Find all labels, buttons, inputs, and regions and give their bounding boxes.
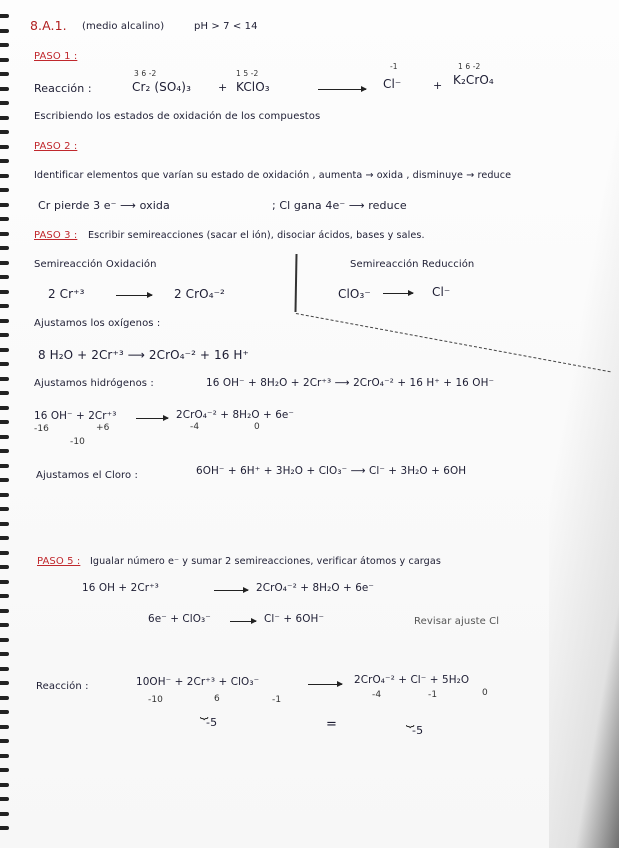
final-charge-water: 0 <box>482 688 488 698</box>
reactant-chromium-sulfate: Cr₂ (SO₄)₃ <box>132 80 191 94</box>
binding-mark <box>0 87 9 91</box>
binding-mark <box>0 623 9 627</box>
binding-mark <box>0 333 9 337</box>
binding-mark <box>0 754 9 758</box>
reactant-potassium-chlorate: KClO₃ <box>236 80 270 94</box>
review-note: Revisar ajuste Cl <box>414 616 500 627</box>
chlorine-equation: 6OH⁻ + 6H⁺ + 3H₂O + ClO₃⁻ ⟶ Cl⁻ + 3H₂O + 6OH <box>196 465 467 477</box>
binding-mark <box>0 188 9 192</box>
charge-eq-left: 16 OH⁻ + 2Cr⁺³ <box>34 410 117 422</box>
binding-mark <box>0 826 9 830</box>
oxidation-arrow <box>116 295 152 296</box>
hydrogens-label: Ajustamos hidrógenos : <box>34 378 154 389</box>
binding-mark <box>0 203 9 207</box>
final-charge-chromium: 6 <box>214 694 220 704</box>
final-equals: = <box>326 717 337 732</box>
paso-2-text: Identificar elementos que varían su estado de oxidación , aumenta → oxida , disminuye → reduce <box>34 170 512 181</box>
binding-mark <box>0 130 9 134</box>
plus-sign-2: + <box>433 79 443 92</box>
binding-mark <box>0 174 9 178</box>
final-charge-chlorate: -1 <box>272 695 282 705</box>
binding-mark <box>0 275 9 279</box>
right-brace: ⏟ <box>406 712 415 728</box>
charge-left-sum: -10 <box>70 437 85 447</box>
binding-mark <box>0 580 9 584</box>
binding-mark <box>0 565 9 569</box>
sum-eq1-arrow <box>214 590 248 591</box>
binding-mark <box>0 797 9 801</box>
reduction-right: Cl⁻ <box>432 285 451 299</box>
binding-mark <box>0 478 9 482</box>
binding-mark <box>0 159 9 163</box>
chlorine-label: Ajustamos el Cloro : <box>36 470 139 481</box>
binding-mark <box>0 116 9 120</box>
paso-1-note: Escribiendo los estados de oxidación de los compuestos <box>34 111 321 122</box>
binding-mark <box>0 58 9 62</box>
binding-mark <box>0 464 9 468</box>
binding-mark <box>0 14 9 18</box>
ph-range: pH > 7 < 14 <box>194 21 258 32</box>
final-eq-right: 2CrO₄⁻² + Cl⁻ + 5H₂O <box>354 674 470 686</box>
medium-condition: (medio alcalino) <box>82 21 165 32</box>
final-sum-left: -5 <box>206 716 218 729</box>
binding-mark <box>0 377 9 381</box>
binding-mark <box>0 290 9 294</box>
binding-mark <box>0 696 9 700</box>
binding-mark <box>0 551 9 555</box>
ox-states-reactant1: 3 6 -2 <box>134 69 157 78</box>
paso-2-label: PASO 2 : <box>34 141 78 152</box>
ox-states-product2: 1 6 -2 <box>458 62 481 71</box>
final-charge-hydroxide: -10 <box>148 695 163 705</box>
spiral-binding <box>0 0 14 848</box>
ox-states-reactant2: 1 5 -2 <box>236 69 259 78</box>
sum-eq1-left: 16 OH + 2Cr⁺³ <box>82 582 159 594</box>
charge-chromate: -4 <box>190 422 200 432</box>
charge-hydroxide: -16 <box>34 424 49 434</box>
left-brace: ⏟ <box>200 704 209 720</box>
binding-mark <box>0 739 9 743</box>
chromium-oxidizes: Cr pierde 3 e⁻ ⟶ oxida <box>38 199 170 212</box>
binding-mark <box>0 43 9 47</box>
reduction-left: ClO₃⁻ <box>338 287 371 301</box>
sum-eq2-right: Cl⁻ + 6OH⁻ <box>264 613 325 625</box>
reduction-title: Semireacción Reducción <box>350 259 475 270</box>
final-eq-left: 10OH⁻ + 2Cr⁺³ + ClO₃⁻ <box>136 676 260 688</box>
binding-mark <box>0 493 9 497</box>
binding-mark <box>0 391 9 395</box>
binding-mark <box>0 420 9 424</box>
binding-mark <box>0 652 9 656</box>
page-edge-shadow <box>549 0 619 848</box>
binding-mark <box>0 232 9 236</box>
charge-eq-right: 2CrO₄⁻² + 8H₂O + 6e⁻ <box>176 409 295 421</box>
binding-mark <box>0 449 9 453</box>
binding-mark <box>0 261 9 265</box>
column-divider <box>294 254 297 312</box>
charge-chromium: +6 <box>96 423 110 433</box>
binding-mark <box>0 522 9 526</box>
final-charge-chromate: -4 <box>372 690 382 700</box>
binding-mark <box>0 812 9 816</box>
final-arrow <box>308 684 342 685</box>
binding-mark <box>0 29 9 33</box>
chlorine-reduces: ; Cl gana 4e⁻ ⟶ reduce <box>272 199 407 212</box>
oxygens-label: Ajustamos los oxígenos : <box>34 318 161 329</box>
oxidation-left: 2 Cr⁺³ <box>48 287 85 301</box>
binding-mark <box>0 319 9 323</box>
oxidation-title: Semireacción Oxidación <box>34 259 157 270</box>
paso-3-label: PASO 3 : <box>34 230 78 241</box>
charge-water: 0 <box>254 422 260 432</box>
oxygens-equation: 8 H₂O + 2Cr⁺³ ⟶ 2CrO₄⁻² + 16 H⁺ <box>38 348 249 362</box>
product-chloride: Cl⁻ <box>383 77 402 91</box>
sum-eq2-left: 6e⁻ + ClO₃⁻ <box>148 613 211 625</box>
reduction-arrow <box>383 293 413 294</box>
binding-mark <box>0 594 9 598</box>
reaction-arrow <box>318 89 366 90</box>
binding-mark <box>0 725 9 729</box>
binding-mark <box>0 638 9 642</box>
binding-mark <box>0 101 9 105</box>
sum-eq1-right: 2CrO₄⁻² + 8H₂O + 6e⁻ <box>256 582 375 594</box>
binding-mark <box>0 246 9 250</box>
binding-mark <box>0 609 9 613</box>
final-reaction-label: Reacción : <box>36 681 89 692</box>
binding-mark <box>0 435 9 439</box>
plus-sign: + <box>218 81 228 94</box>
reaction-label: Reacción : <box>34 82 92 95</box>
ox-state-product1: -1 <box>390 62 398 71</box>
sum-eq2-arrow <box>230 621 256 622</box>
paso-5-text: Igualar número e⁻ y sumar 2 semireacciones, verificar átomos y cargas <box>90 556 441 567</box>
binding-mark <box>0 304 9 308</box>
binding-mark <box>0 710 9 714</box>
final-sum-right: -5 <box>412 724 424 737</box>
binding-mark <box>0 681 9 685</box>
product-potassium-chromate: K₂CrO₄ <box>453 73 494 87</box>
binding-mark <box>0 406 9 410</box>
charge-arrow <box>136 418 168 419</box>
binding-mark <box>0 768 9 772</box>
final-charge-chloride: -1 <box>428 690 438 700</box>
paso-1-label: PASO 1 : <box>34 51 78 62</box>
exercise-code: 8.A.1. <box>30 18 67 33</box>
binding-mark <box>0 507 9 511</box>
paso-3-text: Escribir semireacciones (sacar el ión), disociar ácidos, bases y sales. <box>88 230 425 241</box>
binding-mark <box>0 536 9 540</box>
oxidation-right: 2 CrO₄⁻² <box>174 287 225 301</box>
binding-mark <box>0 72 9 76</box>
binding-mark <box>0 348 9 352</box>
binding-mark <box>0 667 9 671</box>
binding-mark <box>0 217 9 221</box>
paso-5-label: PASO 5 : <box>37 556 81 567</box>
binding-mark <box>0 783 9 787</box>
hydrogens-equation: 16 OH⁻ + 8H₂O + 2Cr⁺³ ⟶ 2CrO₄⁻² + 16 H⁺ + 16 OH⁻ <box>206 377 495 389</box>
binding-mark <box>0 362 9 366</box>
binding-mark <box>0 145 9 149</box>
